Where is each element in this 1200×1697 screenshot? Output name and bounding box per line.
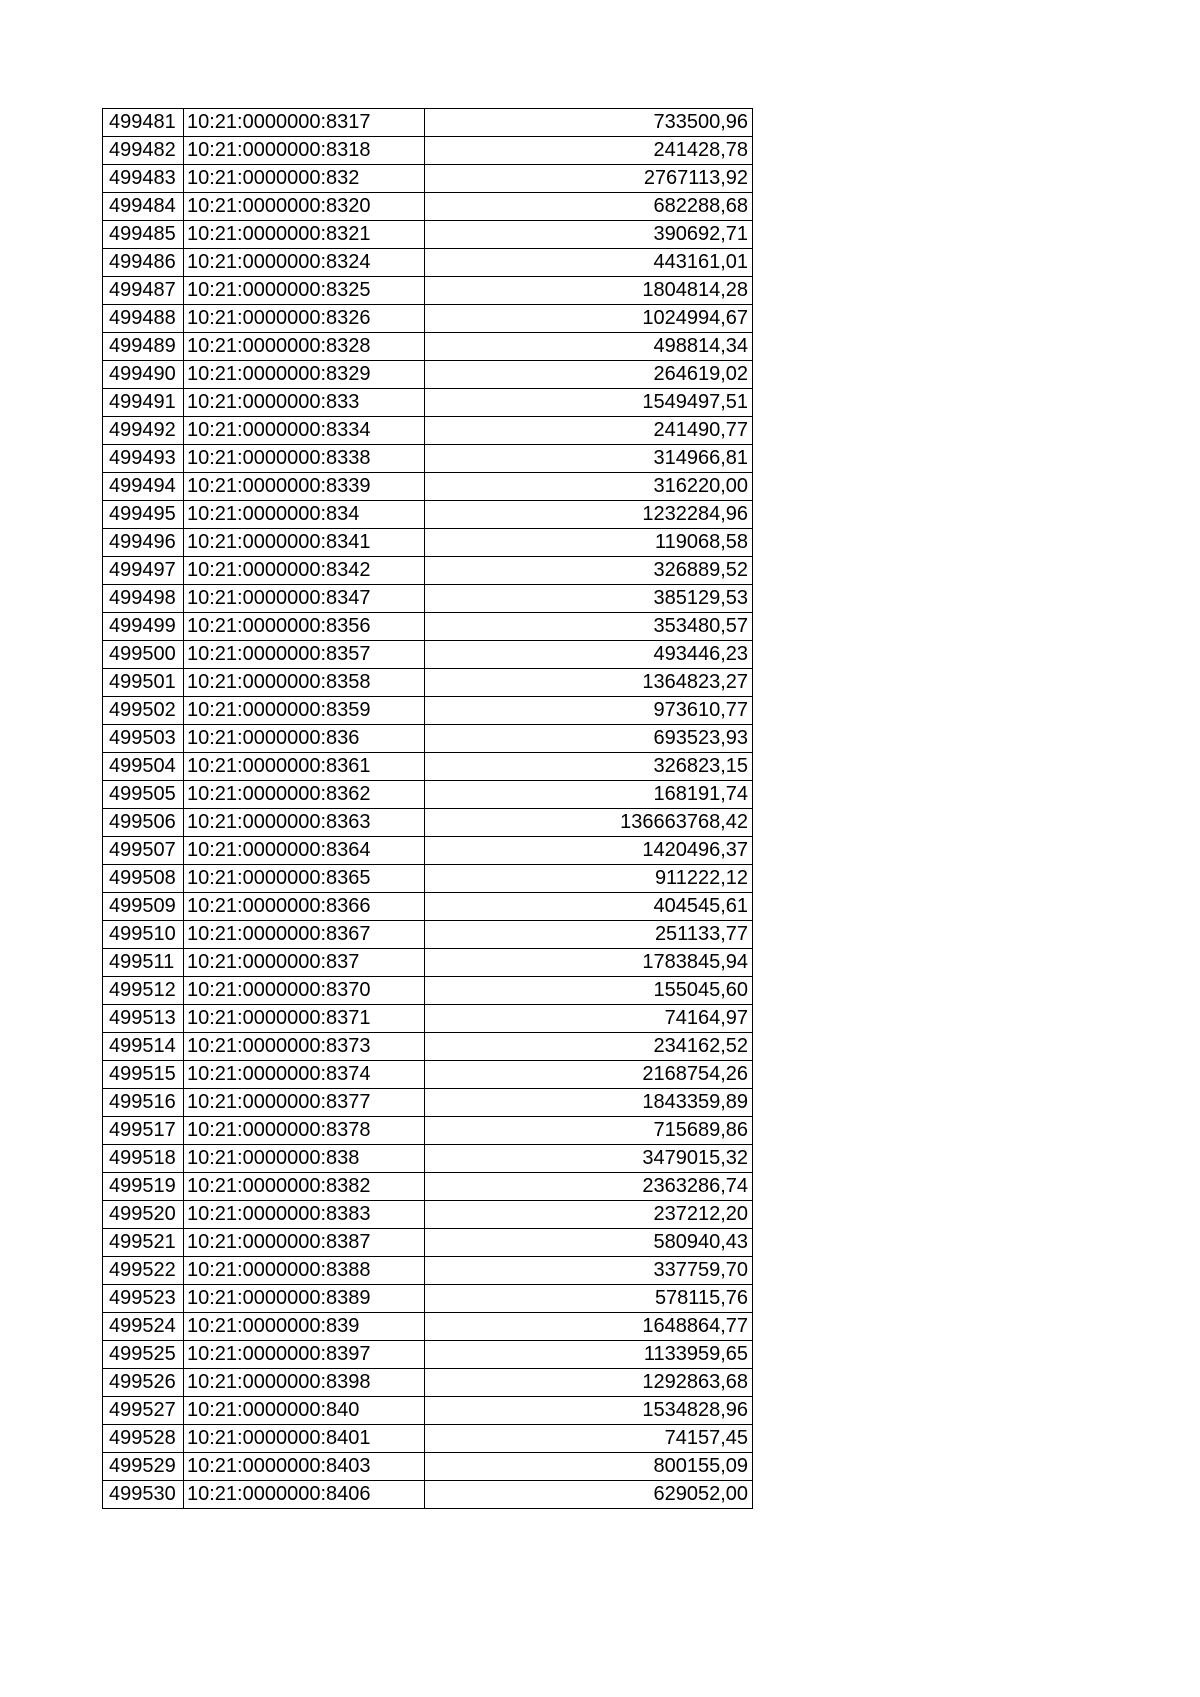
amount-cell: 1292863,68: [425, 1369, 753, 1397]
cadastral-number-cell: 10:21:0000000:8363: [184, 809, 425, 837]
row-id-cell: 499520: [103, 1201, 184, 1229]
row-id-cell: 499486: [103, 249, 184, 277]
row-id-cell: 499522: [103, 1257, 184, 1285]
cadastral-number-cell: 10:21:0000000:8356: [184, 613, 425, 641]
table-row: [103, 361, 753, 389]
cadastral-number-cell: 10:21:0000000:840: [184, 1397, 425, 1425]
table-row: [103, 501, 753, 529]
table-row: [103, 473, 753, 501]
cadastral-number-cell: 10:21:0000000:8341: [184, 529, 425, 557]
table-row: [103, 1481, 753, 1509]
cadastral-number-cell: 10:21:0000000:8367: [184, 921, 425, 949]
row-id-cell: 499529: [103, 1453, 184, 1481]
cadastral-number-cell: 10:21:0000000:8338: [184, 445, 425, 473]
amount-cell: 314966,81: [425, 445, 753, 473]
table-row: [103, 109, 753, 137]
cadastral-number-cell: 10:21:0000000:8389: [184, 1285, 425, 1313]
row-id-cell: 499487: [103, 277, 184, 305]
table-row: [103, 137, 753, 165]
amount-cell: 1232284,96: [425, 501, 753, 529]
amount-cell: 1549497,51: [425, 389, 753, 417]
table-row: [103, 333, 753, 361]
amount-cell: 155045,60: [425, 977, 753, 1005]
table-row: [103, 1173, 753, 1201]
row-id-cell: 499501: [103, 669, 184, 697]
cadastral-number-cell: 10:21:0000000:837: [184, 949, 425, 977]
cadastral-number-cell: 10:21:0000000:832: [184, 165, 425, 193]
row-id-cell: 499492: [103, 417, 184, 445]
amount-cell: 1843359,89: [425, 1089, 753, 1117]
row-id-cell: 499530: [103, 1481, 184, 1509]
table-row: [103, 837, 753, 865]
row-id-cell: 499483: [103, 165, 184, 193]
row-id-cell: 499512: [103, 977, 184, 1005]
amount-cell: 2767113,92: [425, 165, 753, 193]
amount-cell: 578115,76: [425, 1285, 753, 1313]
cadastral-number-cell: 10:21:0000000:839: [184, 1313, 425, 1341]
amount-cell: 119068,58: [425, 529, 753, 557]
table-row: [103, 809, 753, 837]
amount-cell: 353480,57: [425, 613, 753, 641]
cadastral-number-cell: 10:21:0000000:8387: [184, 1229, 425, 1257]
cadastral-number-cell: 10:21:0000000:8373: [184, 1033, 425, 1061]
table-row: [103, 641, 753, 669]
amount-cell: 2168754,26: [425, 1061, 753, 1089]
amount-cell: 733500,96: [425, 109, 753, 137]
cadastral-number-cell: 10:21:0000000:8364: [184, 837, 425, 865]
table-row: [103, 557, 753, 585]
table-row: [103, 613, 753, 641]
table-row: [103, 1369, 753, 1397]
row-id-cell: 499493: [103, 445, 184, 473]
table-row: [103, 921, 753, 949]
cadastral-number-cell: 10:21:0000000:8342: [184, 557, 425, 585]
amount-cell: 390692,71: [425, 221, 753, 249]
cadastral-number-cell: 10:21:0000000:8406: [184, 1481, 425, 1509]
table-row: [103, 1257, 753, 1285]
table-row: [103, 1061, 753, 1089]
cadastral-number-cell: 10:21:0000000:8317: [184, 109, 425, 137]
row-id-cell: 499508: [103, 865, 184, 893]
cadastral-number-cell: 10:21:0000000:8388: [184, 1257, 425, 1285]
amount-cell: 1783845,94: [425, 949, 753, 977]
row-id-cell: 499513: [103, 1005, 184, 1033]
amount-cell: 1024994,67: [425, 305, 753, 333]
table-row: [103, 1425, 753, 1453]
row-id-cell: 499500: [103, 641, 184, 669]
row-id-cell: 499509: [103, 893, 184, 921]
cadastral-number-cell: 10:21:0000000:8328: [184, 333, 425, 361]
amount-cell: 316220,00: [425, 473, 753, 501]
row-id-cell: 499488: [103, 305, 184, 333]
table-row: [103, 305, 753, 333]
row-id-cell: 499515: [103, 1061, 184, 1089]
row-id-cell: 499523: [103, 1285, 184, 1313]
cadastral-number-cell: 10:21:0000000:8362: [184, 781, 425, 809]
row-id-cell: 499507: [103, 837, 184, 865]
cadastral-number-cell: 10:21:0000000:8334: [184, 417, 425, 445]
amount-cell: 2363286,74: [425, 1173, 753, 1201]
cadastral-number-cell: 10:21:0000000:8326: [184, 305, 425, 333]
row-id-cell: 499506: [103, 809, 184, 837]
table-row: [103, 1397, 753, 1425]
table-row: [103, 1145, 753, 1173]
amount-cell: 237212,20: [425, 1201, 753, 1229]
table-row: [103, 221, 753, 249]
cadastral-number-cell: 10:21:0000000:8397: [184, 1341, 425, 1369]
row-id-cell: 499502: [103, 697, 184, 725]
row-id-cell: 499517: [103, 1117, 184, 1145]
amount-cell: 911222,12: [425, 865, 753, 893]
table-row: [103, 277, 753, 305]
row-id-cell: 499494: [103, 473, 184, 501]
amount-cell: 693523,93: [425, 725, 753, 753]
amount-cell: 241428,78: [425, 137, 753, 165]
cadastral-number-cell: 10:21:0000000:8359: [184, 697, 425, 725]
table-row: [103, 865, 753, 893]
cadastral-number-cell: 10:21:0000000:838: [184, 1145, 425, 1173]
row-id-cell: 499498: [103, 585, 184, 613]
row-id-cell: 499484: [103, 193, 184, 221]
cadastral-number-cell: 10:21:0000000:8320: [184, 193, 425, 221]
data-table: [102, 108, 753, 1509]
row-id-cell: 499499: [103, 613, 184, 641]
table-row: [103, 1285, 753, 1313]
table-row: [103, 1033, 753, 1061]
row-id-cell: 499481: [103, 109, 184, 137]
table-row: [103, 1313, 753, 1341]
row-id-cell: 499511: [103, 949, 184, 977]
amount-cell: 443161,01: [425, 249, 753, 277]
amount-cell: 1534828,96: [425, 1397, 753, 1425]
table-row: [103, 1341, 753, 1369]
cadastral-number-cell: 10:21:0000000:8366: [184, 893, 425, 921]
amount-cell: 800155,09: [425, 1453, 753, 1481]
row-id-cell: 499491: [103, 389, 184, 417]
amount-cell: 973610,77: [425, 697, 753, 725]
row-id-cell: 499504: [103, 753, 184, 781]
cadastral-number-cell: 10:21:0000000:8321: [184, 221, 425, 249]
cadastral-number-cell: 10:21:0000000:8361: [184, 753, 425, 781]
amount-cell: 580940,43: [425, 1229, 753, 1257]
amount-cell: 326823,15: [425, 753, 753, 781]
table-row: [103, 249, 753, 277]
table-row: [103, 445, 753, 473]
amount-cell: 1804814,28: [425, 277, 753, 305]
table-row: [103, 753, 753, 781]
amount-cell: 493446,23: [425, 641, 753, 669]
cadastral-number-cell: 10:21:0000000:8398: [184, 1369, 425, 1397]
cadastral-number-cell: 10:21:0000000:8382: [184, 1173, 425, 1201]
amount-cell: 168191,74: [425, 781, 753, 809]
amount-cell: 234162,52: [425, 1033, 753, 1061]
row-id-cell: 499518: [103, 1145, 184, 1173]
cadastral-number-cell: 10:21:0000000:8357: [184, 641, 425, 669]
row-id-cell: 499516: [103, 1089, 184, 1117]
row-id-cell: 499527: [103, 1397, 184, 1425]
cadastral-number-cell: 10:21:0000000:8383: [184, 1201, 425, 1229]
row-id-cell: 499521: [103, 1229, 184, 1257]
row-id-cell: 499524: [103, 1313, 184, 1341]
amount-cell: 241490,77: [425, 417, 753, 445]
table-row: [103, 893, 753, 921]
table-row: [103, 585, 753, 613]
cadastral-number-cell: 10:21:0000000:8374: [184, 1061, 425, 1089]
cadastral-number-cell: 10:21:0000000:8378: [184, 1117, 425, 1145]
amount-cell: 1420496,37: [425, 837, 753, 865]
amount-cell: 629052,00: [425, 1481, 753, 1509]
cadastral-number-cell: 10:21:0000000:8329: [184, 361, 425, 389]
cadastral-number-cell: 10:21:0000000:8370: [184, 977, 425, 1005]
row-id-cell: 499482: [103, 137, 184, 165]
table-row: [103, 725, 753, 753]
table-body: [103, 109, 753, 1509]
row-id-cell: 499503: [103, 725, 184, 753]
cadastral-number-cell: 10:21:0000000:8403: [184, 1453, 425, 1481]
row-id-cell: 499528: [103, 1425, 184, 1453]
amount-cell: 1364823,27: [425, 669, 753, 697]
amount-cell: 1648864,77: [425, 1313, 753, 1341]
row-id-cell: 499505: [103, 781, 184, 809]
amount-cell: 682288,68: [425, 193, 753, 221]
amount-cell: 251133,77: [425, 921, 753, 949]
row-id-cell: 499489: [103, 333, 184, 361]
amount-cell: 498814,34: [425, 333, 753, 361]
cadastral-number-cell: 10:21:0000000:836: [184, 725, 425, 753]
table-row: [103, 417, 753, 445]
cadastral-number-cell: 10:21:0000000:8339: [184, 473, 425, 501]
amount-cell: 385129,53: [425, 585, 753, 613]
amount-cell: 3479015,32: [425, 1145, 753, 1173]
table-row: [103, 669, 753, 697]
cadastral-number-cell: 10:21:0000000:8318: [184, 137, 425, 165]
amount-cell: 715689,86: [425, 1117, 753, 1145]
cadastral-number-cell: 10:21:0000000:8324: [184, 249, 425, 277]
row-id-cell: 499526: [103, 1369, 184, 1397]
table-row: [103, 697, 753, 725]
amount-cell: 136663768,42: [425, 809, 753, 837]
table-row: [103, 529, 753, 557]
table-row: [103, 781, 753, 809]
amount-cell: 74164,97: [425, 1005, 753, 1033]
table-row: [103, 1229, 753, 1257]
row-id-cell: 499497: [103, 557, 184, 585]
amount-cell: 1133959,65: [425, 1341, 753, 1369]
table-row: [103, 165, 753, 193]
cadastral-number-cell: 10:21:0000000:834: [184, 501, 425, 529]
table-row: [103, 1453, 753, 1481]
table-row: [103, 1201, 753, 1229]
row-id-cell: 499485: [103, 221, 184, 249]
amount-cell: 337759,70: [425, 1257, 753, 1285]
cadastral-number-cell: 10:21:0000000:8358: [184, 669, 425, 697]
cadastral-number-cell: 10:21:0000000:8401: [184, 1425, 425, 1453]
row-id-cell: 499490: [103, 361, 184, 389]
amount-cell: 326889,52: [425, 557, 753, 585]
row-id-cell: 499514: [103, 1033, 184, 1061]
cadastral-number-cell: 10:21:0000000:8365: [184, 865, 425, 893]
row-id-cell: 499519: [103, 1173, 184, 1201]
amount-cell: 74157,45: [425, 1425, 753, 1453]
row-id-cell: 499525: [103, 1341, 184, 1369]
cadastral-number-cell: 10:21:0000000:833: [184, 389, 425, 417]
table-row: [103, 1089, 753, 1117]
cadastral-number-cell: 10:21:0000000:8325: [184, 277, 425, 305]
row-id-cell: 499496: [103, 529, 184, 557]
amount-cell: 404545,61: [425, 893, 753, 921]
table-row: [103, 193, 753, 221]
cadastral-number-cell: 10:21:0000000:8347: [184, 585, 425, 613]
table-row: [103, 977, 753, 1005]
cadastral-number-cell: 10:21:0000000:8371: [184, 1005, 425, 1033]
table-row: [103, 1117, 753, 1145]
table-row: [103, 949, 753, 977]
row-id-cell: 499495: [103, 501, 184, 529]
row-id-cell: 499510: [103, 921, 184, 949]
table-row: [103, 389, 753, 417]
table-row: [103, 1005, 753, 1033]
cadastral-number-cell: 10:21:0000000:8377: [184, 1089, 425, 1117]
amount-cell: 264619,02: [425, 361, 753, 389]
